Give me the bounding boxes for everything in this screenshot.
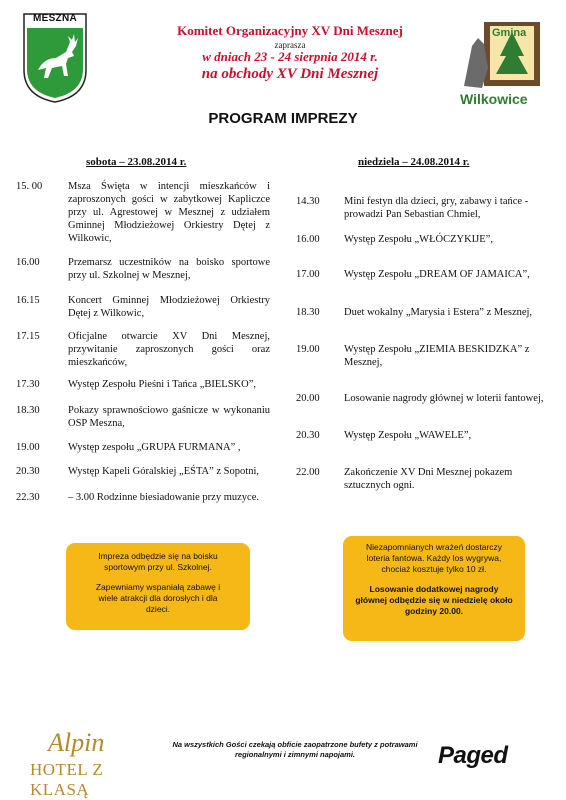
main-prize-text: Losowanie dodatkowej nagrody głównej odbędzie się w niedzielę około godziny 20.00. [355,584,513,616]
event-description: Koncert Gminnej Młodzieżowej Orkiestry Dętej z Wilkowic, [68,295,270,319]
event-time: 20.30 [296,430,320,441]
event-description: Występ Zespołu „DREAM OF JAMAICA”, [344,269,530,280]
venue-text: Impreza odbędzie się na boisku sportowym przy ul. Szkolnej. [98,551,218,572]
gmina-top-text: Gmina [492,27,527,39]
event-description: Występ zespołu „GRUPA FURMANA” , [68,442,241,453]
event-description: Msza Święta w intencji mieszkańców i zaproszonych gości w zabytkowej Kapliczce przy ul. Agrestowej w Mesznej z udziałem Gminnej Młodzieżowej Orkiestry Dętej z Wilkowic, [68,181,270,244]
alpin-wordmark: Alpin [48,728,105,757]
event-description: Występ Zespołu „ZIEMIA BESKIDZKA” z Mesznej, [344,344,530,368]
event-time: 19.00 [296,344,320,355]
occasion-line: na obchody XV Dni Mesznej [201,66,379,82]
event-time: 22.30 [16,492,40,503]
event-description: Występ Zespołu „WAWELE”, [344,430,472,441]
fun-text: Zapewniamy wspaniałą zabawę i wiele atrakcji dla dorosłych i dla dzieci. [95,582,221,614]
event-description: Duet wokalny „Marysia i Estera” z Mesznej, [344,307,533,318]
event-time: 16.00 [296,234,320,245]
organizer-line: Komitet Organizacyjny XV Dni Mesznej [177,23,403,38]
event-description: Pokazy sprawnościowo gaśnicze w wykonaniu OSP Meszna, [68,405,270,429]
event-description: Występ Zespołu „WŁÓCZYKIJE”, [344,234,493,245]
event-time: 18.30 [16,405,40,416]
invites-line: zaprasza [274,40,306,50]
buffet-note: Na wszystkich Gości czekają obficie zaopatrzone bufety z potrawami regionalnymi i zimnymi napojami. [172,740,418,759]
meszna-crest-logo [22,12,88,104]
event-time: 16.00 [16,257,40,268]
paged-logo: Paged [438,742,508,769]
event-time: 19.00 [16,442,40,453]
lottery-info-box [343,536,525,641]
event-description: Przemarsz uczestników na boisko sportowe przy ul. Szkolnej w Mesznej, [68,257,270,281]
event-description: Występ Kapeli Góralskiej „EŚTA” z Sopotni, [68,466,259,477]
event-time: 17.30 [16,379,40,390]
event-time: 15. 00 [16,181,43,192]
event-description: Zakończenie XV Dni Mesznej pokazem sztucznych ogni. [344,467,513,491]
sunday-heading: niedziela – 24.08.2014 r. [358,156,470,168]
event-time: 17.15 [16,331,40,342]
hotel-tagline: HOTEL Z KLASĄ [30,760,104,799]
dates-line: w dniach 23 - 24 sierpnia 2014 r. [202,49,378,64]
alpin-hotel-logo [14,728,164,799]
event-time: 20.30 [16,466,40,477]
venue-info-box [66,543,250,630]
event-description: Losowanie nagrody głównej w loterii fantowej, [344,393,544,404]
saturday-heading: sobota – 23.08.2014 r. [86,156,187,168]
event-time: 16.15 [16,295,40,306]
crest-label: MESZNA [32,13,78,24]
event-time: 18.30 [296,307,320,318]
event-time: 20.00 [296,393,320,404]
page-title: PROGRAM IMPREZY [208,110,358,127]
gmina-bottom-text: Wilkowice [460,91,528,107]
event-time: 14.30 [296,196,320,207]
event-description: Mini festyn dla dzieci, gry, zabawy i tańce - prowadzi Pan Sebastian Chmiel, [344,196,529,220]
event-description: Oficjalne otwarcie XV Dni Mesznej, przywitanie zaproszonych gości oraz mieszkańców, [68,331,270,368]
event-time: 17.00 [296,269,320,280]
event-description: – 3.00 Rodzinne biesiadowanie przy muzyce. [68,492,259,503]
event-description: Występ Zespołu Pieśni i Tańca „BIELSKO”, [68,379,256,390]
event-time: 22.00 [296,467,320,478]
gmina-wilkowice-logo [454,16,546,112]
lottery-text: Niezapomnianych wrażeń dostarczy loteria fantowa. Każdy los wygrywa, chociaż kosztuje tylko 10 zł. [365,542,503,574]
